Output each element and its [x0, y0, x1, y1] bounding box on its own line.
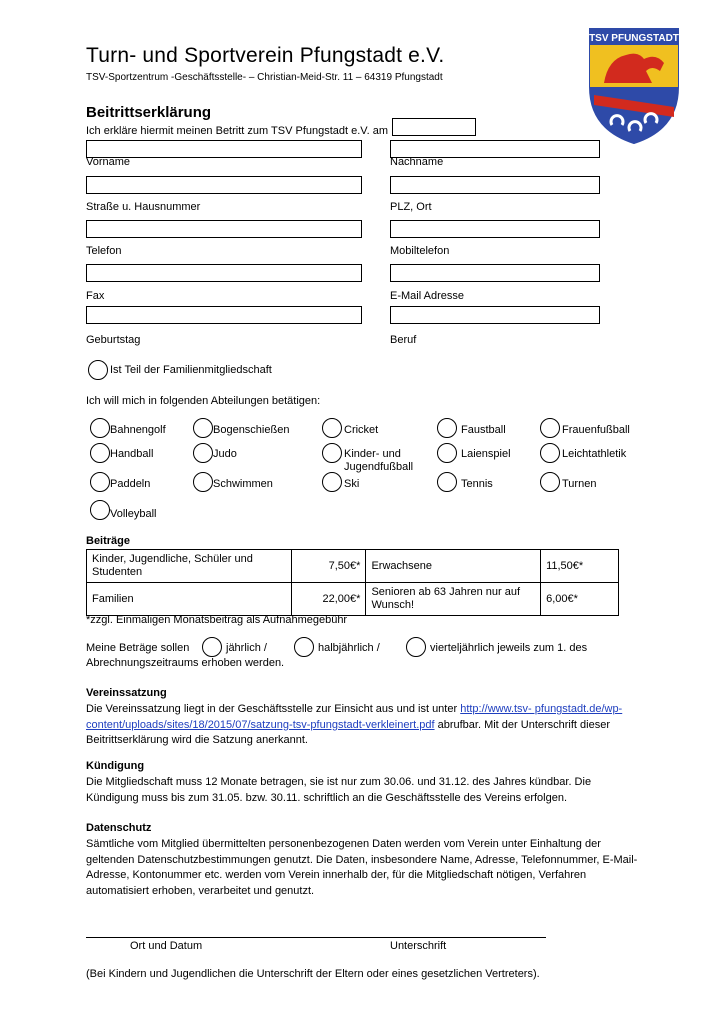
abteilung-turnen-label: Turnen	[562, 478, 597, 490]
fee-category: Senioren ab 63 Jahren nur auf Wunsch!	[366, 583, 541, 616]
abteilung-kinderfussball-checkbox[interactable]	[322, 443, 342, 463]
abteilung-volleyball-checkbox[interactable]	[90, 500, 110, 520]
abteilung-frauenfussball-label: Frauenfußball	[562, 424, 630, 436]
geburtstag-label: Geburtstag	[86, 334, 141, 346]
fax-field[interactable]	[86, 264, 362, 282]
fee-category: Kinder, Jugendliche, Schüler und Studenten	[87, 550, 292, 583]
abteilung-frauenfussball-checkbox[interactable]	[540, 418, 560, 438]
nachname-label: Nachname	[390, 156, 444, 168]
satzung-text-after: abrufbar. Mit der Unterschrift dieser Beitrittserklärung wird die Satzung anerkannt.	[86, 718, 611, 746]
satzung-link[interactable]: http://www.tsv- pfungstadt.de/wp-content/uploads/sites/18/2015/07/satzung-tsv-pfungstadt-verkleinert.pdf	[86, 703, 623, 731]
abteilung-leichtathletik-label: Leichtathletik	[562, 448, 627, 460]
table-row	[87, 550, 619, 583]
kuendigung-text: Die Mitgliedschaft muss 12 Monate betragen, sie ist nur zum 30.06. und 31.12. des Jahres kündbar. Die Kündigung muss bis zum 31.05. bzw. 30.11. schriftlich an die Geschäftsstelle des Vereins erfolgen.	[86, 776, 592, 804]
payment-yearly-label: jährlich /	[226, 642, 267, 654]
email-field[interactable]	[390, 264, 600, 282]
kuendigung-heading: Kündigung	[86, 760, 145, 772]
plz-ort-label: PLZ, Ort	[390, 201, 432, 213]
table-row	[87, 583, 619, 616]
abteilung-volleyball-label: Volleyball	[110, 508, 157, 520]
abteilung-kinderfussball-label: Kinder- und Jugendfußball	[344, 448, 414, 473]
datenschutz-heading: Datenschutz	[86, 822, 152, 834]
abteilung-paddeln-label: Paddeln	[110, 478, 151, 490]
abteilung-bahnengolf-label: Bahnengolf	[110, 424, 166, 436]
abteilung-leichtathletik-checkbox[interactable]	[540, 443, 560, 463]
strasse-field[interactable]	[86, 176, 362, 194]
abteilung-judo-label: Judo	[213, 448, 237, 460]
familie-checkbox[interactable]	[88, 360, 108, 380]
fee-category: Erwachsene	[366, 550, 541, 583]
abteilung-handball-label: Handball	[110, 448, 154, 460]
club-address: TSV-Sportzentrum -Geschäftsstelle- – Christian-Meid-Str. 11 – 64319 Pfungstadt	[86, 72, 443, 83]
email-label: E-Mail Adresse	[390, 290, 464, 302]
unterschrift-label: Unterschrift	[390, 940, 447, 952]
payment-suffix: Abrechnungszeitraums erhoben werden.	[86, 657, 285, 669]
signature-footnote: (Bei Kindern und Jugendlichen die Unterschrift der Eltern oder eines gesetzlichen Vertreters).	[86, 968, 540, 980]
abteilung-handball-checkbox[interactable]	[90, 443, 110, 463]
form-heading: Beitrittserklärung	[86, 104, 212, 121]
beitraege-heading: Beiträge	[86, 535, 131, 547]
abteilung-schwimmen-checkbox[interactable]	[193, 472, 213, 492]
club-title: Turn- und Sportverein Pfungstadt e.V.	[86, 44, 445, 67]
datenschutz-text: Sämtliche vom Mitglied übermittelten personenbezogenen Daten werden vom Verein unter Einhaltung der geltenden Datenschutzbestimmungen genutzt. Die Daten, insbesondere Name, Adresse, Telefonnummer, E-Mail-Adresse, Kontonummer etc. werden vom Verein innerhalb der, für die Mitgliedschaft nötigen, Verfahren automatisiert erhoben, verarbeitet und genutzt.	[86, 838, 638, 897]
abteilung-ski-label: Ski	[344, 478, 360, 490]
satzung-text	[86, 702, 646, 749]
payment-quarterly-label: vierteljährlich jeweils zum 1. des	[430, 642, 588, 654]
mobil-label: Mobiltelefon	[390, 245, 450, 257]
strasse-label: Straße u. Hausnummer	[86, 201, 201, 213]
abteilung-turnen-checkbox[interactable]	[540, 472, 560, 492]
fee-value: 6,00€*	[541, 583, 619, 616]
mobil-field[interactable]	[390, 220, 600, 238]
beitraege-table	[86, 549, 619, 616]
abteilung-faustball-label: Faustball	[461, 424, 506, 436]
telefon-field[interactable]	[86, 220, 362, 238]
entry-date-field[interactable]	[392, 118, 476, 136]
geburtstag-field[interactable]	[86, 306, 362, 324]
satzung-text-before: Die Vereinssatzung liegt in der Geschäftsstelle zur Einsicht aus und ist unter	[86, 703, 461, 715]
abteilung-faustball-checkbox[interactable]	[437, 418, 457, 438]
fax-label: Fax	[86, 290, 105, 302]
payment-halfyearly-label: halbjährlich /	[318, 642, 380, 654]
fee-value: 11,50€*	[541, 550, 619, 583]
abteilung-cricket-checkbox[interactable]	[322, 418, 342, 438]
payment-prefix: Meine Beträge sollen	[86, 642, 190, 654]
plz-ort-field[interactable]	[390, 176, 600, 194]
club-crest-logo	[586, 25, 682, 145]
abteilung-tennis-label: Tennis	[461, 478, 493, 490]
abteilung-paddeln-checkbox[interactable]	[90, 472, 110, 492]
familie-label: Ist Teil der Familienmitgliedschaft	[110, 364, 272, 376]
abteilung-laienspiel-checkbox[interactable]	[437, 443, 457, 463]
payment-quarterly-radio[interactable]	[406, 637, 426, 657]
payment-halfyearly-radio[interactable]	[294, 637, 314, 657]
telefon-label: Telefon	[86, 245, 122, 257]
vorname-label: Vorname	[86, 156, 131, 168]
payment-yearly-radio[interactable]	[202, 637, 222, 657]
beruf-field[interactable]	[390, 306, 600, 324]
abteilung-bogenschiessen-checkbox[interactable]	[193, 418, 213, 438]
logo-text: TSV PFUNGSTADT	[589, 33, 679, 44]
fee-category: Familien	[87, 583, 292, 616]
fee-note: *zzgl. Einmaligen Monatsbeitrag als Aufnahmegebühr	[86, 614, 348, 626]
abteilungen-intro: Ich will mich in folgenden Abteilungen betätigen:	[86, 395, 321, 407]
abteilung-tennis-checkbox[interactable]	[437, 472, 457, 492]
abteilung-judo-checkbox[interactable]	[193, 443, 213, 463]
ort-datum-label: Ort und Datum	[130, 940, 203, 952]
abteilung-bahnengolf-checkbox[interactable]	[90, 418, 110, 438]
intro-text: Ich erkläre hiermit meinen Betritt zum TSV Pfungstadt e.V. am	[86, 125, 389, 137]
satzung-heading: Vereinssatzung	[86, 687, 167, 699]
beruf-label: Beruf	[390, 334, 417, 346]
abteilung-schwimmen-label: Schwimmen	[213, 478, 273, 490]
signature-line[interactable]	[86, 937, 546, 938]
abteilung-cricket-label: Cricket	[344, 424, 379, 436]
abteilung-laienspiel-label: Laienspiel	[461, 448, 511, 460]
fee-value: 7,50€*	[291, 550, 366, 583]
fee-value: 22,00€*	[291, 583, 366, 616]
abteilung-bogenschiessen-label: Bogenschießen	[213, 424, 290, 436]
abteilung-ski-checkbox[interactable]	[322, 472, 342, 492]
